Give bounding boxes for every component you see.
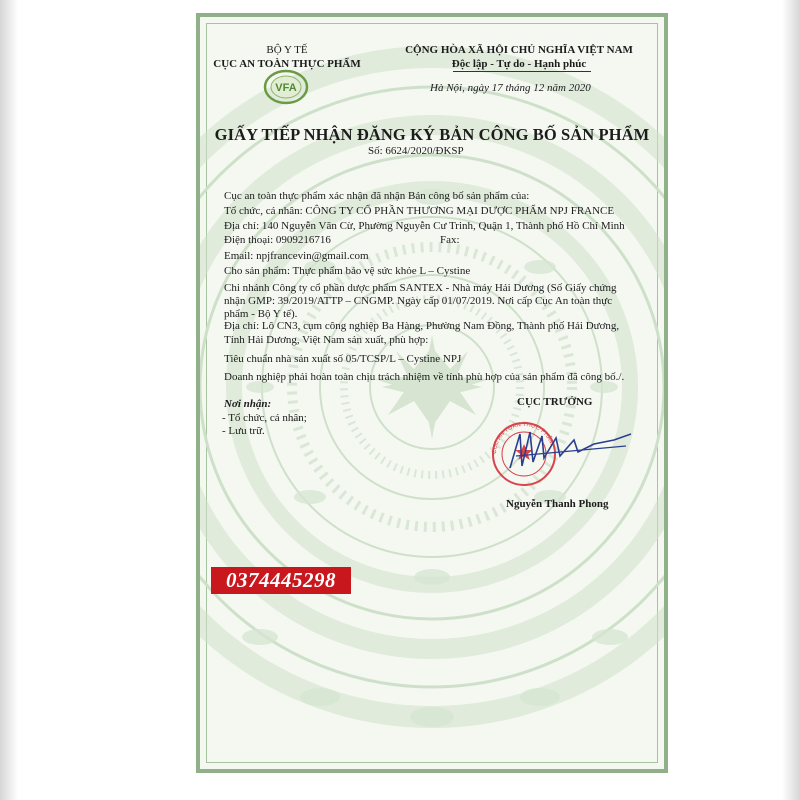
signer-name: Nguyễn Thanh Phong xyxy=(506,498,609,510)
official-stamp xyxy=(486,416,636,496)
organization-email: Email: npjfrancevin@gmail.com xyxy=(224,250,369,262)
factory-address-line-1: Địa chỉ: Lô CN3, cụm công nghiệp Ba Hàng, Phường Nam Đồng, Thành phố Hải Dương, xyxy=(224,320,620,332)
issue-date: Hà Nội, ngày 17 tháng 12 năm 2020 xyxy=(430,82,591,94)
manufacturer-line-2: nhận GMP: 39/2019/ATTP – CNGMP. Ngày cấp 01/07/2019. Nơi cấp Cục An toàn thực xyxy=(224,295,613,307)
manufacturer-line-1: Chi nhánh Công ty cổ phần dược phẩm SANTEX - Nhà máy Hải Dương (Số Giấy chứng xyxy=(224,282,617,294)
manufacturer-line-3: phẩm - Bộ Y tế). xyxy=(224,308,298,320)
document-title: GIẤY TIẾP NHẬN ĐĂNG KÝ BẢN CÔNG BỐ SẢN PHẨM xyxy=(214,125,650,144)
motto: Độc lập - Tự do - Hạnh phúc xyxy=(451,58,587,70)
right-page-shadow xyxy=(782,0,800,800)
ministry-name: BỘ Y TẾ xyxy=(266,44,308,56)
stamp-text: CỤC AN TOÀN THỰC PHẨM xyxy=(491,421,555,455)
signer-title: CỤC TRƯỞNG xyxy=(517,396,593,408)
document-number: Số: 6624/2020/ĐKSP xyxy=(368,145,464,157)
responsibility-text: Doanh nghiệp phải hoàn toàn chịu trách nhiệm về tính phù hợp của sản phẩm đã công bố./. xyxy=(224,371,625,383)
recipient-item: - Lưu trữ. xyxy=(222,425,265,437)
factory-address-line-2: Tỉnh Hải Dương, Việt Nam sản xuất, phù hợp: xyxy=(224,334,429,346)
country-name: CỘNG HÒA XÃ HỘI CHỦ NGHĨA VIỆT NAM xyxy=(405,44,633,56)
organization-phone: Điện thoại: 0909216716 xyxy=(224,234,331,246)
phone-number-badge: 0374445298 xyxy=(211,567,351,594)
certificate-document xyxy=(196,13,668,773)
organization-address: Địa chỉ: 140 Nguyễn Văn Cừ, Phường Nguyễn Cư Trinh, Quận 1, Thành phố Hồ Chí Minh xyxy=(224,220,625,232)
motto-underline xyxy=(453,71,591,72)
recipient-item: - Tổ chức, cá nhân; xyxy=(222,412,307,424)
product-name: Cho sản phẩm: Thực phẩm bảo vệ sức khỏe L – Cystine xyxy=(224,265,471,277)
recipients-label: Nơi nhận: xyxy=(224,398,272,410)
organization-fax: Fax: xyxy=(440,234,460,246)
logo-text: VFA xyxy=(275,82,297,94)
standard-text: Tiêu chuẩn nhà sản xuất số 05/TCSP/L – Cystine NPJ xyxy=(224,353,462,365)
vfa-logo xyxy=(262,68,310,106)
left-page-shadow xyxy=(0,0,18,800)
organization: Tổ chức, cá nhân: CÔNG TY CỔ PHẦN THƯƠNG MẠI DƯỢC PHẨM NPJ FRANCE xyxy=(224,205,615,217)
agency-name: CỤC AN TOÀN THỰC PHẨM xyxy=(213,58,361,70)
intro-text: Cục an toàn thực phẩm xác nhận đã nhận Bản công bố sản phẩm của: xyxy=(224,190,530,202)
